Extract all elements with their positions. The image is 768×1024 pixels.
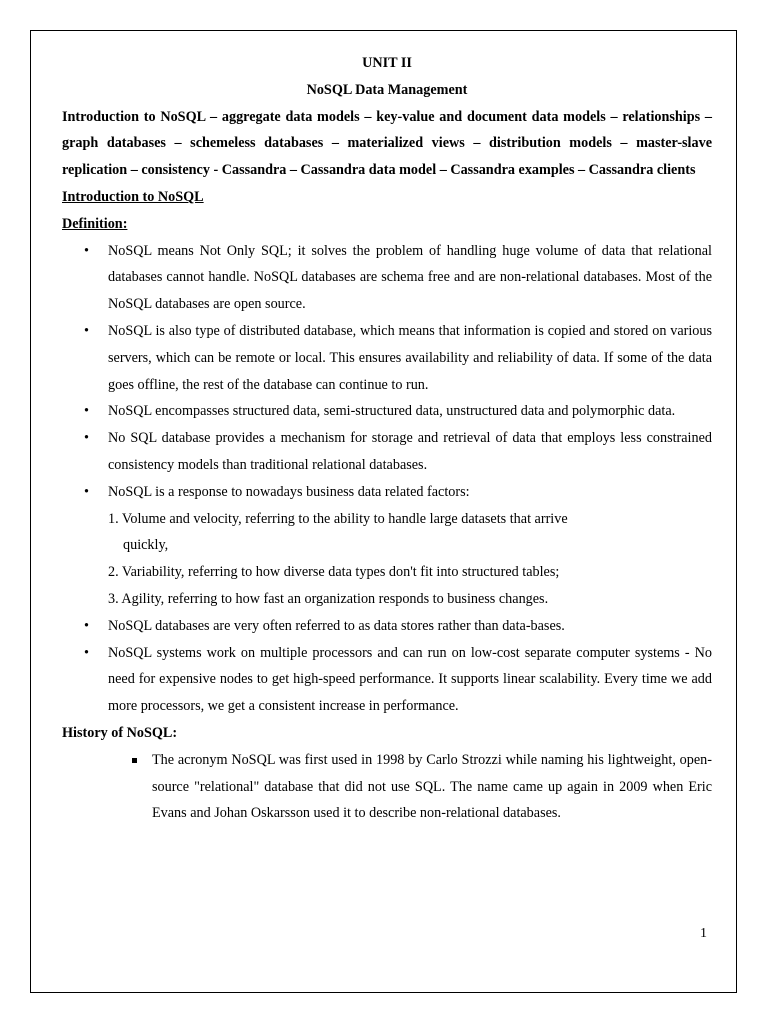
bullet-icon: • [84,242,89,259]
bullet-icon: • [84,644,89,661]
factor-item: 3. Agility, referring to how fast an organization responds to business changes. [108,590,549,607]
list-item: • NoSQL means Not Only SQL; it solves the problem of handling huge volume of data that relational databases cannot handle. NoSQL databases are schema free and are non-relational databases. Most of the NoSQL databases are open source. [62,238,712,318]
bullet-icon: • [84,617,89,634]
definition-heading: Definition: [62,215,128,232]
list-item: • NoSQL is also type of distributed database, which means that information is copied and stored on various servers, which can be remote or local. This ensures availability and reliability of data. If some of the data goes offline, the rest of the database can continue to run. [62,318,712,398]
history-list [62,747,712,827]
factor-item: 2. Variability, referring to how diverse data types don't fit into structured tables; [108,564,560,581]
definition-list [62,238,712,506]
bullet-icon: • [84,322,89,339]
list-item: • NoSQL databases are very often referred to as data stores rather than data-bases. [62,613,712,640]
bullet-icon: • [84,403,89,420]
definition-list-continued [62,613,712,720]
square-bullet-icon [132,758,137,763]
list-item: The acronym NoSQL was first used in 1998 by Carlo Strozzi while naming his lightweight, open-source "relational" database that did not use SQL. The name came up again in 2009 when Eric Evans and Johan Oskarsson used it to describe non-relational databases. [62,747,712,827]
list-item: • No SQL database provides a mechanism for storage and retrieval of data that employs less constrained consistency models than traditional relational databases. [62,425,712,479]
list-item: • NoSQL is a response to nowadays business data related factors: [62,479,712,506]
bullet-icon: • [84,483,89,500]
factor-item: 1. Volume and velocity, referring to the ability to handle large datasets that arrive [108,510,568,527]
section-heading-intro: Introduction to NoSQL [62,188,204,205]
syllabus-topics: Introduction to NoSQL – aggregate data models – key-value and document data models – relationships – graph databases – schemeless databases – materialized views – distribution models – master-slave replication – consistency - Cassandra – Cassandra data model – Cassandra examples – Cassandra clients [62,108,712,179]
page-number: 1 [700,926,707,941]
unit-heading: UNIT II [362,55,412,71]
bullet-icon: • [84,430,89,447]
list-item: • NoSQL systems work on multiple processors and can run on low-cost separate computer systems - No need for expensive nodes to get high-speed performance. It supports linear scalability. Every time we add more processors, we get a consistent increase in performance. [62,640,712,720]
factor-item-continuation: quickly, [123,537,169,554]
page-content [62,50,712,827]
history-heading: History of NoSQL: [62,724,178,741]
page-title: NoSQL Data Management [306,81,468,98]
factors-list [62,506,712,613]
list-item: • NoSQL encompasses structured data, semi-structured data, unstructured data and polymorphic data. [62,398,712,425]
